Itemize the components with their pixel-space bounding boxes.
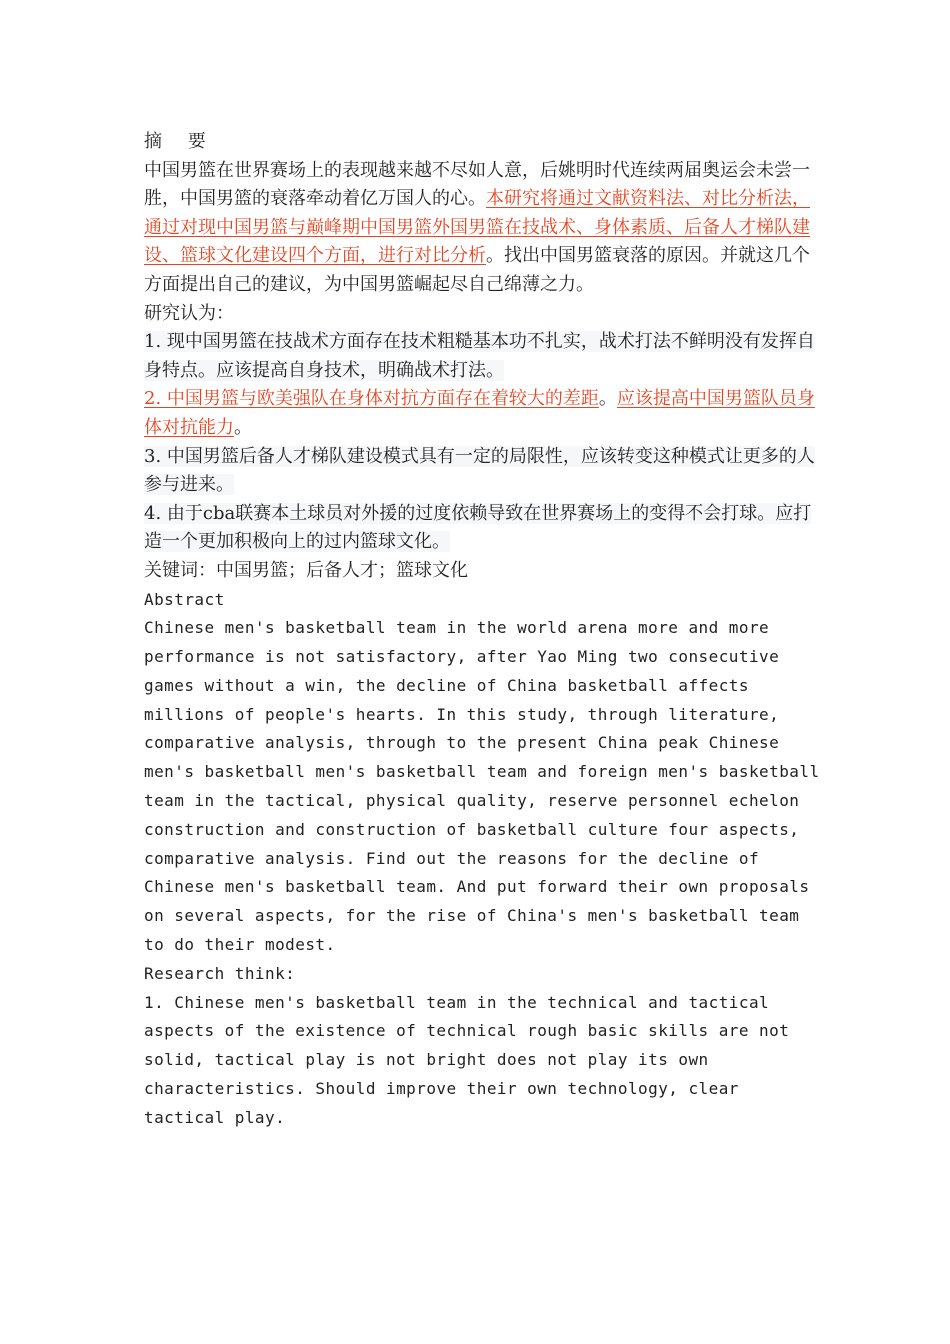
finding-cn-2 xyxy=(144,385,824,442)
finding-cn-4-text: 4. 由于cba联赛本土球员对外援的过度依赖导致在世界赛场上的变得不会打球。应打造一个更加积极向上的过内篮球文化。 xyxy=(144,502,812,553)
finding-cn-4 xyxy=(144,500,824,557)
abstract-cn-text-b: 。找出中国男篮衰落的原因。并就这几个方面提出自己的建议，为中国男篮崛起尽自己绵薄之力。 xyxy=(144,245,810,295)
finding-cn-2-highlight-a: 2. 中国男篮与欧美强队在身体对抗方面存在着较大的差距 xyxy=(144,388,599,410)
finding-en-1: 1. Chinese men's basketball team in the technical and tactical aspects of the existence of technical rough basic skills are not solid, tactical play is not bright does not play its own characteristics. Should improve their own technology, clear tactical play. xyxy=(144,992,790,1127)
finding-cn-2-end: 。 xyxy=(234,416,252,438)
finding-cn-3-text: 3. 中国男篮后备人才梯队建设模式具有一定的局限性，应该转变这种模式让更多的人参与进来。 xyxy=(144,445,815,496)
finding-cn-3 xyxy=(144,443,824,500)
finding-cn-1 xyxy=(144,328,824,385)
abstract-cn-heading: 摘 要 xyxy=(144,131,216,152)
abstract-en-paragraph: Chinese men's basketball team in the world arena more and more performance is not satisfactory, after Yao Ming two consecutive games without a win, the decline of China basketball affects millions of people's hearts. In this study, through literature, comparative analysis, through to the present China peak Chinese men's basketball men's basketball team and foreign men's basketball team in the tactical, physical quality, reserve personnel echelon construction and construction of basketball culture four aspects, comparative analysis. Find out the reasons for the decline of Chinese men's basketball team. And put forward their own proposals on several aspects, for the rise of China's men's basketball team to do their modest. xyxy=(144,618,820,955)
abstract-cn-text-a: 中国男篮在世界赛场上的表现越来越不尽如人意，后姚明时代连续两届奥运会未尝一胜，中国男篮的衰落牵动着亿万国人的心。 xyxy=(144,159,810,210)
abstract-cn-paragraph xyxy=(144,157,824,300)
findings-cn-label: 研究认为： xyxy=(144,302,234,324)
keywords-cn: 关键词：中国男篮；后备人才；篮球文化 xyxy=(144,559,468,581)
document-body xyxy=(144,128,824,1133)
abstract-cn-method-highlight: 本研究将通过文献资料法、对比分析法，通过对现中国男篮与巅峰期中国男篮外国男篮在技战术、身体素质、后备人才梯队建设、篮球文化建设四个方面，进行对比分析 xyxy=(144,188,810,267)
finding-cn-1-text: 1. 现中国男篮在技战术方面存在技术粗糙基本功不扎实，战术打法不鲜明没有发挥自身特点。应该提高自身技术，明确战术打法。 xyxy=(144,331,815,381)
finding-cn-2-sep: 。 xyxy=(598,388,617,410)
abstract-en-heading: Abstract xyxy=(144,589,225,609)
finding-cn-2-highlight-b: 应该提高中国男篮队员身体对抗能力 xyxy=(144,388,815,438)
findings-en-label: Research think: xyxy=(144,963,296,983)
